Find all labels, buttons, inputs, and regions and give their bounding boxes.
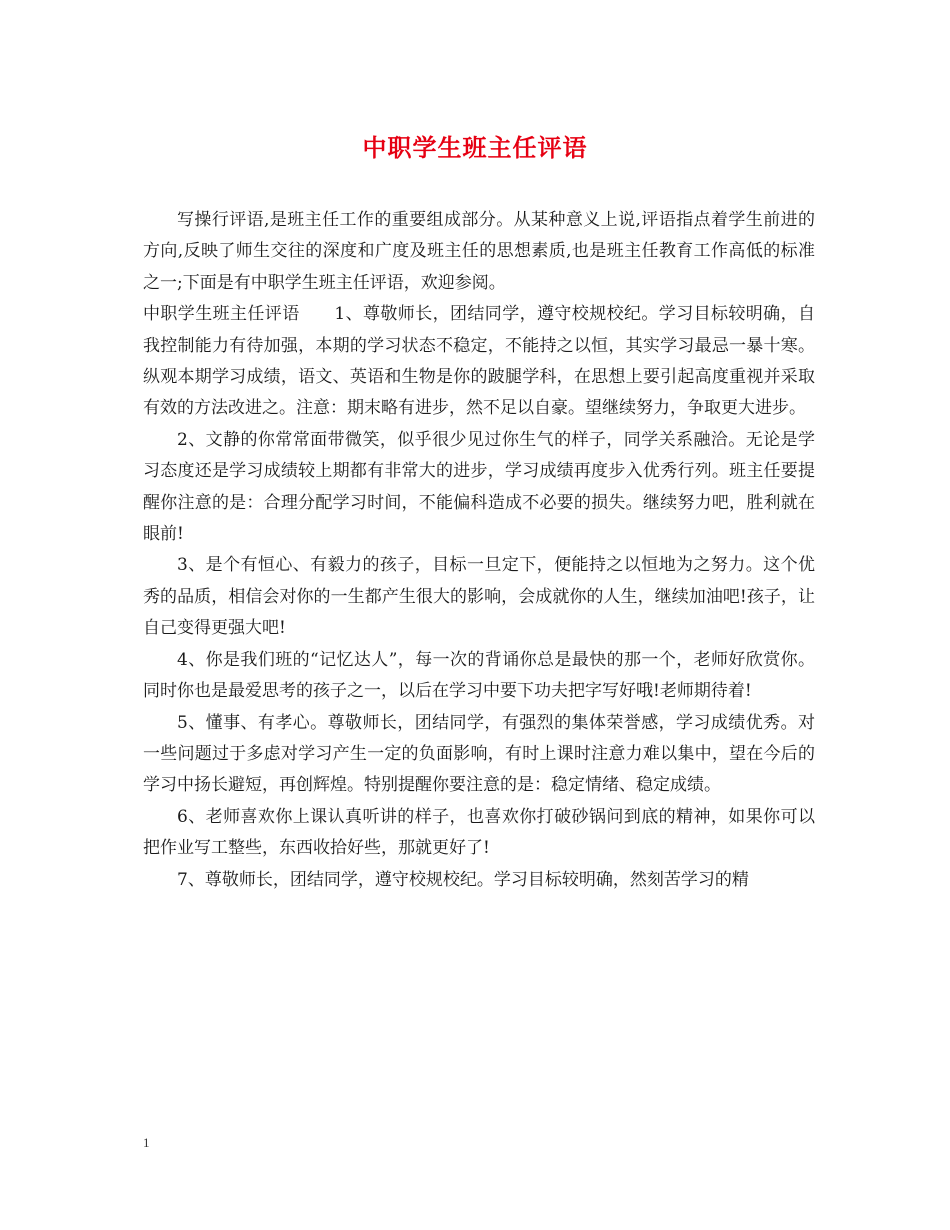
comment-paragraph-1: 中职学生班主任评语 1、尊敬师长，团结同学，遵守校规校纪。学习目标较明确，自我控制能力有待加强，本期的学习状态不稳定，不能持之以恒，其实学习最忌一暴十寒。纵观本期学习成绩，语文、英语和生物是你的跛腿学科，在思想上要引起高度重视并采取有效的方法改进之。注意：期末略有进步，然不足以自豪。望继续努力，争取更大进步。 bbox=[143, 304, 815, 419]
document-title: 中职学生班主任评语 bbox=[362, 134, 588, 162]
document-body bbox=[143, 205, 815, 896]
page-number: 1 bbox=[143, 1135, 150, 1150]
comment-paragraph-2: 2、文静的你常常面带微笑，似乎很少见过你生气的样子，同学关系融洽。无论是学习态度还是学习成绩较上期都有非常大的进步，学习成绩再度步入优秀行列。班主任要提醒你注意的是：合理分配学习时间，不能偏科造成不必要的损失。继续努力吧，胜利就在眼前! bbox=[143, 429, 815, 545]
comment-paragraph-7: 7、尊敬师长，团结同学，遵守校规校纪。学习目标较明确，然刻苦学习的精 bbox=[177, 869, 749, 890]
comment-paragraph-3: 3、是个有恒心、有毅力的孩子，目标一旦定下，便能持之以恒地为之努力。这个优秀的品质，相信会对你的一生都产生很大的影响，会成就你的人生，继续加油吧!孩子，让自己变得更强大吧! bbox=[143, 555, 815, 639]
intro-paragraph: 写操行评语,是班主任工作的重要组成部分。从某种意义上说,评语指点着学生前进的方向,反映了师生交往的深度和广度及班主任的思想素质,也是班主任教育工作高低的标准之一;下面是有中职学生班主任评语，欢迎参阅。 bbox=[143, 210, 815, 293]
comment-paragraph-6: 6、老师喜欢你上课认真听讲的样子，也喜欢你打破砂锅问到底的精神，如果你可以把作业写工整些，东西收拾好些，那就更好了! bbox=[143, 806, 815, 859]
comment-paragraph-5: 5、懂事、有孝心。尊敬师长，团结同学，有强烈的集体荣誉感，学习成绩优秀。对一些问题过于多虑对学习产生一定的负面影响，有时上课时注意力难以集中，望在今后的学习中扬长避短，再创辉煌。特别提醒你要注意的是：稳定情绪、稳定成绩。 bbox=[143, 712, 815, 796]
comment-paragraph-4: 4、你是我们班的“记忆达人”，每一次的背诵你总是最快的那一个，老师好欣赏你。同时你也是最爱思考的孩子之一，以后在学习中要下功夫把字写好哦!老师期待着! bbox=[143, 649, 815, 702]
